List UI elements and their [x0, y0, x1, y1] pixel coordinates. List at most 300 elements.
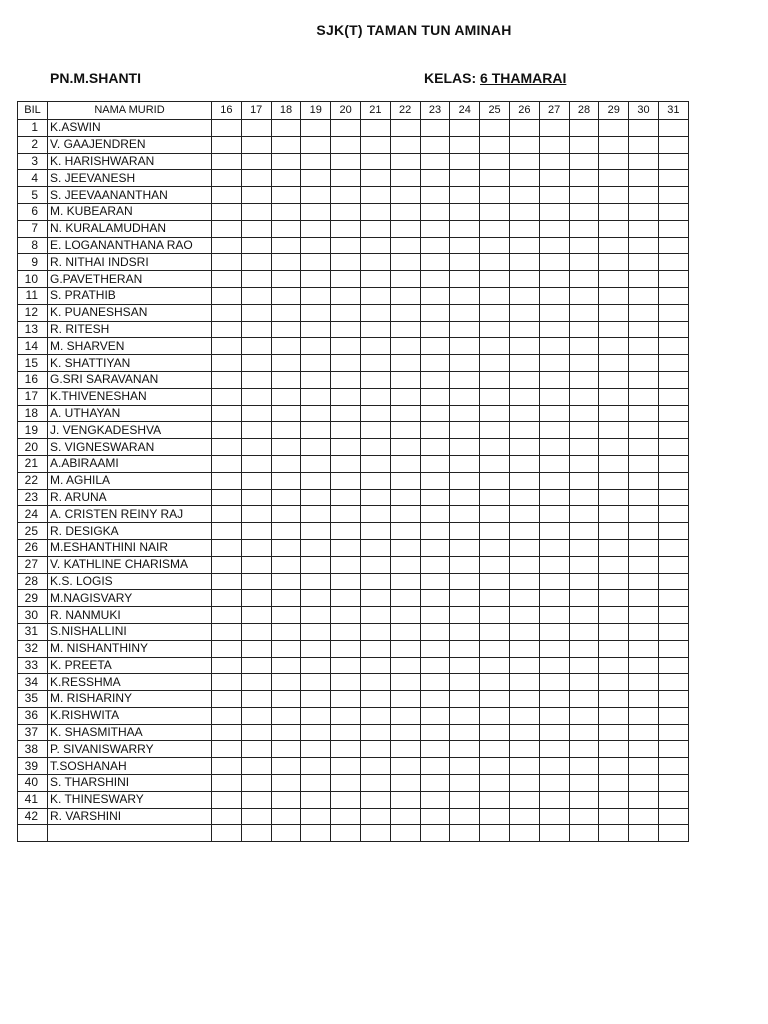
attendance-cell[interactable] — [331, 220, 361, 237]
attendance-cell[interactable] — [450, 691, 480, 708]
attendance-cell[interactable] — [390, 573, 420, 590]
attendance-cell[interactable] — [301, 120, 331, 137]
attendance-cell[interactable] — [539, 640, 569, 657]
attendance-cell[interactable] — [480, 120, 510, 137]
attendance-cell[interactable] — [658, 271, 688, 288]
attendance-cell[interactable] — [360, 120, 390, 137]
attendance-cell[interactable] — [450, 405, 480, 422]
attendance-cell[interactable] — [450, 388, 480, 405]
attendance-cell[interactable] — [569, 203, 599, 220]
attendance-cell[interactable] — [271, 741, 301, 758]
attendance-cell[interactable] — [599, 405, 629, 422]
attendance-cell[interactable] — [271, 607, 301, 624]
attendance-cell[interactable] — [569, 691, 599, 708]
attendance-cell[interactable] — [629, 187, 659, 204]
attendance-cell[interactable] — [480, 539, 510, 556]
attendance-cell[interactable] — [569, 472, 599, 489]
attendance-cell[interactable] — [539, 439, 569, 456]
attendance-cell[interactable] — [599, 539, 629, 556]
attendance-cell[interactable] — [629, 237, 659, 254]
attendance-cell[interactable] — [509, 808, 539, 825]
attendance-cell[interactable] — [629, 489, 659, 506]
attendance-cell[interactable] — [450, 775, 480, 792]
attendance-cell[interactable] — [420, 355, 450, 372]
attendance-cell[interactable] — [241, 304, 271, 321]
attendance-cell[interactable] — [212, 791, 242, 808]
attendance-cell[interactable] — [331, 808, 361, 825]
attendance-cell[interactable] — [360, 271, 390, 288]
attendance-cell[interactable] — [480, 674, 510, 691]
attendance-cell[interactable] — [480, 170, 510, 187]
attendance-cell[interactable] — [212, 439, 242, 456]
attendance-cell[interactable] — [390, 304, 420, 321]
attendance-cell[interactable] — [509, 472, 539, 489]
attendance-cell[interactable] — [629, 153, 659, 170]
attendance-cell[interactable] — [360, 304, 390, 321]
attendance-cell[interactable] — [599, 674, 629, 691]
attendance-cell[interactable] — [301, 775, 331, 792]
attendance-cell[interactable] — [599, 187, 629, 204]
attendance-cell[interactable] — [301, 607, 331, 624]
attendance-cell[interactable] — [629, 791, 659, 808]
attendance-cell[interactable] — [599, 271, 629, 288]
attendance-cell[interactable] — [509, 220, 539, 237]
attendance-cell[interactable] — [241, 825, 271, 842]
attendance-cell[interactable] — [509, 287, 539, 304]
attendance-cell[interactable] — [360, 136, 390, 153]
attendance-cell[interactable] — [241, 607, 271, 624]
attendance-cell[interactable] — [599, 623, 629, 640]
attendance-cell[interactable] — [420, 623, 450, 640]
attendance-cell[interactable] — [509, 371, 539, 388]
attendance-cell[interactable] — [450, 271, 480, 288]
attendance-cell[interactable] — [271, 590, 301, 607]
attendance-cell[interactable] — [241, 254, 271, 271]
attendance-cell[interactable] — [271, 791, 301, 808]
attendance-cell[interactable] — [450, 791, 480, 808]
attendance-cell[interactable] — [539, 153, 569, 170]
attendance-cell[interactable] — [629, 422, 659, 439]
attendance-cell[interactable] — [360, 724, 390, 741]
attendance-cell[interactable] — [390, 623, 420, 640]
attendance-cell[interactable] — [629, 590, 659, 607]
attendance-cell[interactable] — [480, 825, 510, 842]
attendance-cell[interactable] — [360, 640, 390, 657]
attendance-cell[interactable] — [420, 640, 450, 657]
attendance-cell[interactable] — [629, 203, 659, 220]
attendance-cell[interactable] — [539, 271, 569, 288]
attendance-cell[interactable] — [420, 523, 450, 540]
attendance-cell[interactable] — [480, 153, 510, 170]
attendance-cell[interactable] — [539, 657, 569, 674]
attendance-cell[interactable] — [241, 170, 271, 187]
attendance-cell[interactable] — [569, 455, 599, 472]
attendance-cell[interactable] — [390, 640, 420, 657]
attendance-cell[interactable] — [509, 170, 539, 187]
attendance-cell[interactable] — [331, 388, 361, 405]
attendance-cell[interactable] — [569, 489, 599, 506]
attendance-cell[interactable] — [658, 405, 688, 422]
attendance-cell[interactable] — [629, 136, 659, 153]
attendance-cell[interactable] — [360, 657, 390, 674]
attendance-cell[interactable] — [271, 237, 301, 254]
attendance-cell[interactable] — [629, 573, 659, 590]
attendance-cell[interactable] — [360, 455, 390, 472]
attendance-cell[interactable] — [480, 489, 510, 506]
attendance-cell[interactable] — [450, 355, 480, 372]
attendance-cell[interactable] — [420, 489, 450, 506]
attendance-cell[interactable] — [599, 758, 629, 775]
attendance-cell[interactable] — [271, 371, 301, 388]
attendance-cell[interactable] — [450, 136, 480, 153]
attendance-cell[interactable] — [569, 304, 599, 321]
attendance-cell[interactable] — [301, 187, 331, 204]
attendance-cell[interactable] — [360, 220, 390, 237]
attendance-cell[interactable] — [301, 657, 331, 674]
attendance-cell[interactable] — [480, 388, 510, 405]
attendance-cell[interactable] — [539, 170, 569, 187]
attendance-cell[interactable] — [301, 523, 331, 540]
attendance-cell[interactable] — [271, 758, 301, 775]
attendance-cell[interactable] — [420, 338, 450, 355]
attendance-cell[interactable] — [450, 304, 480, 321]
attendance-cell[interactable] — [569, 120, 599, 137]
attendance-cell[interactable] — [509, 539, 539, 556]
attendance-cell[interactable] — [271, 808, 301, 825]
attendance-cell[interactable] — [212, 237, 242, 254]
attendance-cell[interactable] — [599, 590, 629, 607]
attendance-cell[interactable] — [360, 489, 390, 506]
attendance-cell[interactable] — [509, 707, 539, 724]
attendance-cell[interactable] — [420, 791, 450, 808]
attendance-cell[interactable] — [271, 489, 301, 506]
attendance-cell[interactable] — [599, 724, 629, 741]
attendance-cell[interactable] — [212, 556, 242, 573]
attendance-cell[interactable] — [450, 254, 480, 271]
attendance-cell[interactable] — [569, 388, 599, 405]
attendance-cell[interactable] — [539, 674, 569, 691]
attendance-cell[interactable] — [450, 758, 480, 775]
attendance-cell[interactable] — [360, 674, 390, 691]
attendance-cell[interactable] — [509, 523, 539, 540]
attendance-cell[interactable] — [271, 623, 301, 640]
attendance-cell[interactable] — [331, 791, 361, 808]
attendance-cell[interactable] — [271, 825, 301, 842]
attendance-cell[interactable] — [420, 825, 450, 842]
attendance-cell[interactable] — [480, 472, 510, 489]
attendance-cell[interactable] — [271, 724, 301, 741]
attendance-cell[interactable] — [509, 388, 539, 405]
attendance-cell[interactable] — [301, 573, 331, 590]
attendance-cell[interactable] — [480, 590, 510, 607]
attendance-cell[interactable] — [390, 539, 420, 556]
attendance-cell[interactable] — [658, 304, 688, 321]
attendance-cell[interactable] — [271, 640, 301, 657]
attendance-cell[interactable] — [539, 321, 569, 338]
attendance-cell[interactable] — [509, 187, 539, 204]
attendance-cell[interactable] — [480, 657, 510, 674]
attendance-cell[interactable] — [301, 455, 331, 472]
attendance-cell[interactable] — [599, 556, 629, 573]
attendance-cell[interactable] — [390, 607, 420, 624]
attendance-cell[interactable] — [509, 791, 539, 808]
attendance-cell[interactable] — [420, 439, 450, 456]
attendance-cell[interactable] — [420, 304, 450, 321]
attendance-cell[interactable] — [629, 623, 659, 640]
attendance-cell[interactable] — [331, 607, 361, 624]
attendance-cell[interactable] — [331, 506, 361, 523]
attendance-cell[interactable] — [271, 455, 301, 472]
attendance-cell[interactable] — [212, 321, 242, 338]
attendance-cell[interactable] — [301, 220, 331, 237]
attendance-cell[interactable] — [480, 691, 510, 708]
attendance-cell[interactable] — [241, 355, 271, 372]
attendance-cell[interactable] — [271, 674, 301, 691]
attendance-cell[interactable] — [420, 237, 450, 254]
attendance-cell[interactable] — [509, 489, 539, 506]
attendance-cell[interactable] — [629, 271, 659, 288]
attendance-cell[interactable] — [301, 691, 331, 708]
attendance-cell[interactable] — [658, 523, 688, 540]
attendance-cell[interactable] — [599, 455, 629, 472]
attendance-cell[interactable] — [301, 388, 331, 405]
attendance-cell[interactable] — [360, 506, 390, 523]
attendance-cell[interactable] — [271, 170, 301, 187]
attendance-cell[interactable] — [629, 338, 659, 355]
attendance-cell[interactable] — [658, 573, 688, 590]
attendance-cell[interactable] — [301, 271, 331, 288]
attendance-cell[interactable] — [331, 304, 361, 321]
attendance-cell[interactable] — [241, 724, 271, 741]
attendance-cell[interactable] — [301, 489, 331, 506]
attendance-cell[interactable] — [629, 539, 659, 556]
attendance-cell[interactable] — [331, 170, 361, 187]
attendance-cell[interactable] — [241, 674, 271, 691]
attendance-cell[interactable] — [658, 607, 688, 624]
attendance-cell[interactable] — [301, 724, 331, 741]
attendance-cell[interactable] — [331, 539, 361, 556]
attendance-cell[interactable] — [569, 405, 599, 422]
attendance-cell[interactable] — [212, 338, 242, 355]
attendance-cell[interactable] — [599, 808, 629, 825]
attendance-cell[interactable] — [569, 573, 599, 590]
attendance-cell[interactable] — [658, 539, 688, 556]
attendance-cell[interactable] — [658, 187, 688, 204]
attendance-cell[interactable] — [450, 707, 480, 724]
attendance-cell[interactable] — [658, 170, 688, 187]
attendance-cell[interactable] — [569, 758, 599, 775]
attendance-cell[interactable] — [212, 623, 242, 640]
attendance-cell[interactable] — [658, 371, 688, 388]
attendance-cell[interactable] — [241, 338, 271, 355]
attendance-cell[interactable] — [480, 556, 510, 573]
attendance-cell[interactable] — [360, 287, 390, 304]
attendance-cell[interactable] — [450, 120, 480, 137]
attendance-cell[interactable] — [331, 825, 361, 842]
attendance-cell[interactable] — [241, 573, 271, 590]
attendance-cell[interactable] — [331, 455, 361, 472]
attendance-cell[interactable] — [658, 254, 688, 271]
attendance-cell[interactable] — [331, 153, 361, 170]
attendance-cell[interactable] — [569, 153, 599, 170]
attendance-cell[interactable] — [569, 170, 599, 187]
attendance-cell[interactable] — [450, 724, 480, 741]
attendance-cell[interactable] — [390, 254, 420, 271]
attendance-cell[interactable] — [271, 775, 301, 792]
attendance-cell[interactable] — [301, 808, 331, 825]
attendance-cell[interactable] — [658, 237, 688, 254]
attendance-cell[interactable] — [658, 153, 688, 170]
attendance-cell[interactable] — [450, 472, 480, 489]
attendance-cell[interactable] — [480, 724, 510, 741]
attendance-cell[interactable] — [569, 523, 599, 540]
attendance-cell[interactable] — [658, 758, 688, 775]
attendance-cell[interactable] — [331, 371, 361, 388]
attendance-cell[interactable] — [360, 422, 390, 439]
attendance-cell[interactable] — [360, 170, 390, 187]
attendance-cell[interactable] — [360, 825, 390, 842]
attendance-cell[interactable] — [420, 472, 450, 489]
attendance-cell[interactable] — [539, 136, 569, 153]
attendance-cell[interactable] — [480, 741, 510, 758]
attendance-cell[interactable] — [599, 388, 629, 405]
attendance-cell[interactable] — [212, 220, 242, 237]
attendance-cell[interactable] — [539, 791, 569, 808]
attendance-cell[interactable] — [360, 523, 390, 540]
attendance-cell[interactable] — [241, 321, 271, 338]
attendance-cell[interactable] — [599, 220, 629, 237]
attendance-cell[interactable] — [420, 707, 450, 724]
attendance-cell[interactable] — [360, 203, 390, 220]
attendance-cell[interactable] — [331, 489, 361, 506]
attendance-cell[interactable] — [420, 203, 450, 220]
attendance-cell[interactable] — [420, 120, 450, 137]
attendance-cell[interactable] — [301, 758, 331, 775]
attendance-cell[interactable] — [241, 287, 271, 304]
attendance-cell[interactable] — [241, 556, 271, 573]
attendance-cell[interactable] — [331, 203, 361, 220]
attendance-cell[interactable] — [360, 153, 390, 170]
attendance-cell[interactable] — [331, 439, 361, 456]
attendance-cell[interactable] — [420, 657, 450, 674]
attendance-cell[interactable] — [420, 674, 450, 691]
attendance-cell[interactable] — [539, 623, 569, 640]
attendance-cell[interactable] — [629, 506, 659, 523]
attendance-cell[interactable] — [569, 623, 599, 640]
attendance-cell[interactable] — [569, 187, 599, 204]
attendance-cell[interactable] — [629, 405, 659, 422]
attendance-cell[interactable] — [390, 220, 420, 237]
attendance-cell[interactable] — [271, 422, 301, 439]
attendance-cell[interactable] — [509, 590, 539, 607]
attendance-cell[interactable] — [539, 607, 569, 624]
attendance-cell[interactable] — [569, 220, 599, 237]
attendance-cell[interactable] — [271, 203, 301, 220]
attendance-cell[interactable] — [629, 741, 659, 758]
attendance-cell[interactable] — [569, 590, 599, 607]
attendance-cell[interactable] — [599, 775, 629, 792]
attendance-cell[interactable] — [658, 287, 688, 304]
attendance-cell[interactable] — [450, 455, 480, 472]
attendance-cell[interactable] — [599, 472, 629, 489]
attendance-cell[interactable] — [390, 791, 420, 808]
attendance-cell[interactable] — [658, 321, 688, 338]
attendance-cell[interactable] — [212, 287, 242, 304]
attendance-cell[interactable] — [629, 287, 659, 304]
attendance-cell[interactable] — [212, 691, 242, 708]
attendance-cell[interactable] — [390, 741, 420, 758]
attendance-cell[interactable] — [450, 439, 480, 456]
attendance-cell[interactable] — [271, 271, 301, 288]
attendance-cell[interactable] — [420, 153, 450, 170]
attendance-cell[interactable] — [450, 287, 480, 304]
attendance-cell[interactable] — [212, 707, 242, 724]
attendance-cell[interactable] — [599, 791, 629, 808]
attendance-cell[interactable] — [658, 775, 688, 792]
attendance-cell[interactable] — [569, 808, 599, 825]
attendance-cell[interactable] — [331, 287, 361, 304]
attendance-cell[interactable] — [241, 623, 271, 640]
attendance-cell[interactable] — [658, 203, 688, 220]
attendance-cell[interactable] — [658, 120, 688, 137]
attendance-cell[interactable] — [301, 338, 331, 355]
attendance-cell[interactable] — [390, 707, 420, 724]
attendance-cell[interactable] — [390, 405, 420, 422]
attendance-cell[interactable] — [450, 657, 480, 674]
attendance-cell[interactable] — [360, 338, 390, 355]
attendance-cell[interactable] — [420, 556, 450, 573]
attendance-cell[interactable] — [331, 338, 361, 355]
attendance-cell[interactable] — [390, 523, 420, 540]
attendance-cell[interactable] — [658, 707, 688, 724]
attendance-cell[interactable] — [390, 203, 420, 220]
attendance-cell[interactable] — [420, 422, 450, 439]
attendance-cell[interactable] — [569, 607, 599, 624]
attendance-cell[interactable] — [569, 136, 599, 153]
attendance-cell[interactable] — [390, 321, 420, 338]
attendance-cell[interactable] — [360, 691, 390, 708]
attendance-cell[interactable] — [509, 405, 539, 422]
attendance-cell[interactable] — [539, 707, 569, 724]
attendance-cell[interactable] — [450, 153, 480, 170]
attendance-cell[interactable] — [480, 187, 510, 204]
attendance-cell[interactable] — [301, 405, 331, 422]
attendance-cell[interactable] — [658, 556, 688, 573]
attendance-cell[interactable] — [301, 741, 331, 758]
attendance-cell[interactable] — [301, 674, 331, 691]
attendance-cell[interactable] — [420, 220, 450, 237]
attendance-cell[interactable] — [509, 254, 539, 271]
attendance-cell[interactable] — [658, 338, 688, 355]
attendance-cell[interactable] — [360, 237, 390, 254]
attendance-cell[interactable] — [301, 472, 331, 489]
attendance-cell[interactable] — [658, 355, 688, 372]
attendance-cell[interactable] — [480, 808, 510, 825]
attendance-cell[interactable] — [629, 388, 659, 405]
attendance-cell[interactable] — [301, 237, 331, 254]
attendance-cell[interactable] — [331, 758, 361, 775]
attendance-cell[interactable] — [331, 556, 361, 573]
attendance-cell[interactable] — [629, 371, 659, 388]
attendance-cell[interactable] — [241, 691, 271, 708]
attendance-cell[interactable] — [420, 775, 450, 792]
attendance-cell[interactable] — [331, 657, 361, 674]
attendance-cell[interactable] — [569, 287, 599, 304]
attendance-cell[interactable] — [450, 674, 480, 691]
attendance-cell[interactable] — [539, 287, 569, 304]
attendance-cell[interactable] — [420, 590, 450, 607]
attendance-cell[interactable] — [420, 724, 450, 741]
